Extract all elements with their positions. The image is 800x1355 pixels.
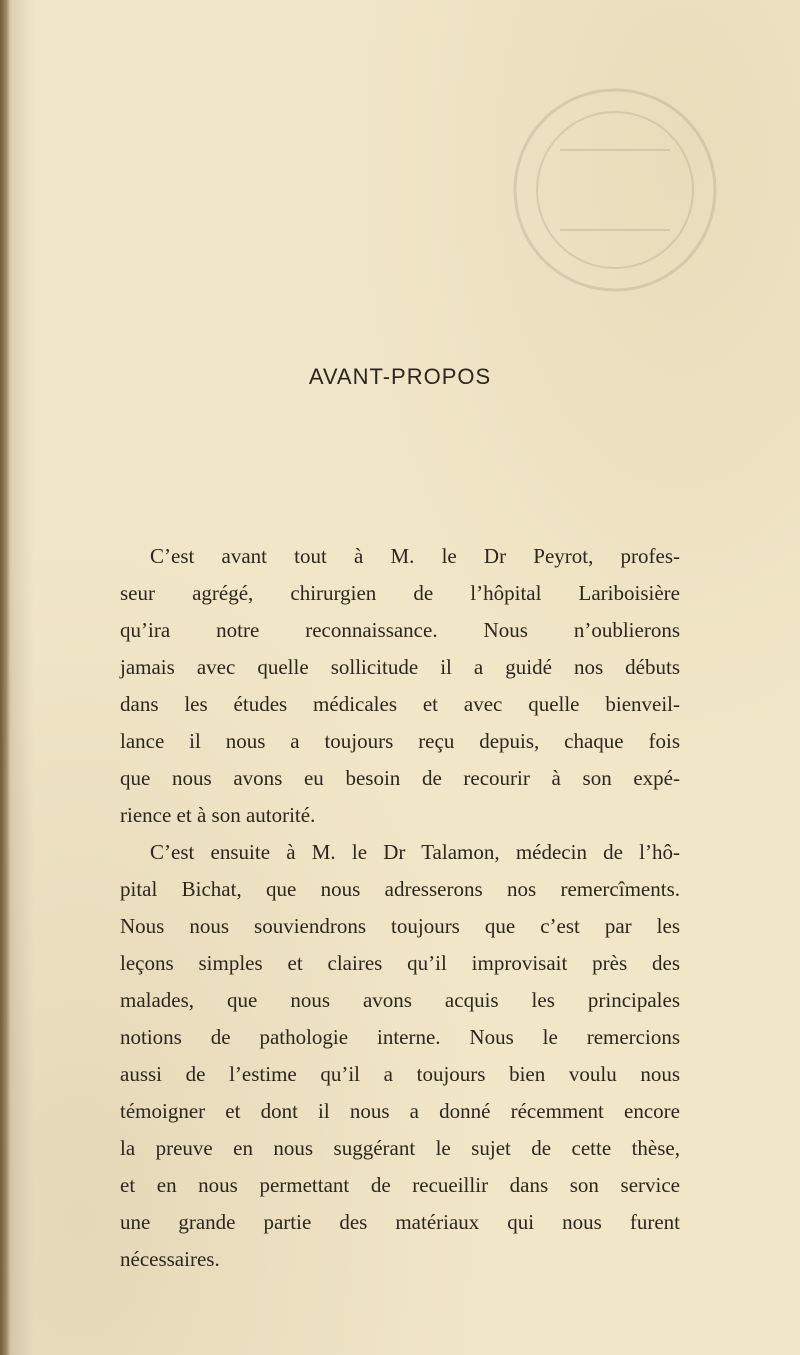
binding-edge — [0, 0, 10, 1355]
text-line: rience et à son autorité. — [120, 803, 316, 827]
text-line: et en nous permettant de recueillir dans son service — [120, 1173, 680, 1197]
text-line: C’est ensuite à M. le Dr Talamon, médecin de l’hô- — [150, 840, 680, 864]
text-line: jamais avec quelle sollicitude il a guidé nos débuts — [120, 655, 680, 679]
body-text — [120, 538, 680, 1278]
text-line: malades, que nous avons acquis les principales — [120, 988, 680, 1012]
text-line: leçons simples et claires qu’il improvisait près des — [120, 951, 680, 975]
library-stamp — [500, 60, 730, 320]
text-line: seur agrégé, chirurgien de l’hôpital Lariboisière — [120, 581, 680, 605]
text-line: dans les études médicales et avec quelle bienveil- — [120, 692, 680, 716]
text-line: la preuve en nous suggérant le sujet de cette thèse, — [120, 1136, 680, 1160]
text-line: aussi de l’estime qu’il a toujours bien voulu nous — [120, 1062, 680, 1086]
text-line: notions de pathologie interne. Nous le remercions — [120, 1025, 680, 1049]
text-line: Nous nous souviendrons toujours que c’est par les — [120, 914, 680, 938]
text-line: une grande partie des matériaux qui nous furent — [120, 1210, 680, 1234]
text-line: lance il nous a toujours reçu depuis, chaque fois — [120, 729, 680, 753]
text-line: témoigner et dont il nous a donné récemment encore — [120, 1099, 680, 1123]
text-line: pital Bichat, que nous adresserons nos remercîments. — [120, 877, 680, 901]
text-line: qu’ira notre reconnaissance. Nous n’oublierons — [120, 618, 680, 642]
text-line: que nous avons eu besoin de recourir à son expé- — [120, 766, 680, 790]
text-line: C’est avant tout à M. le Dr Peyrot, profes- — [150, 544, 680, 568]
page-title: AVANT-PROPOS — [308, 364, 492, 389]
paragraph-2 — [120, 834, 680, 1278]
text-line: nécessaires. — [120, 1247, 220, 1271]
paragraph-1 — [120, 538, 680, 834]
